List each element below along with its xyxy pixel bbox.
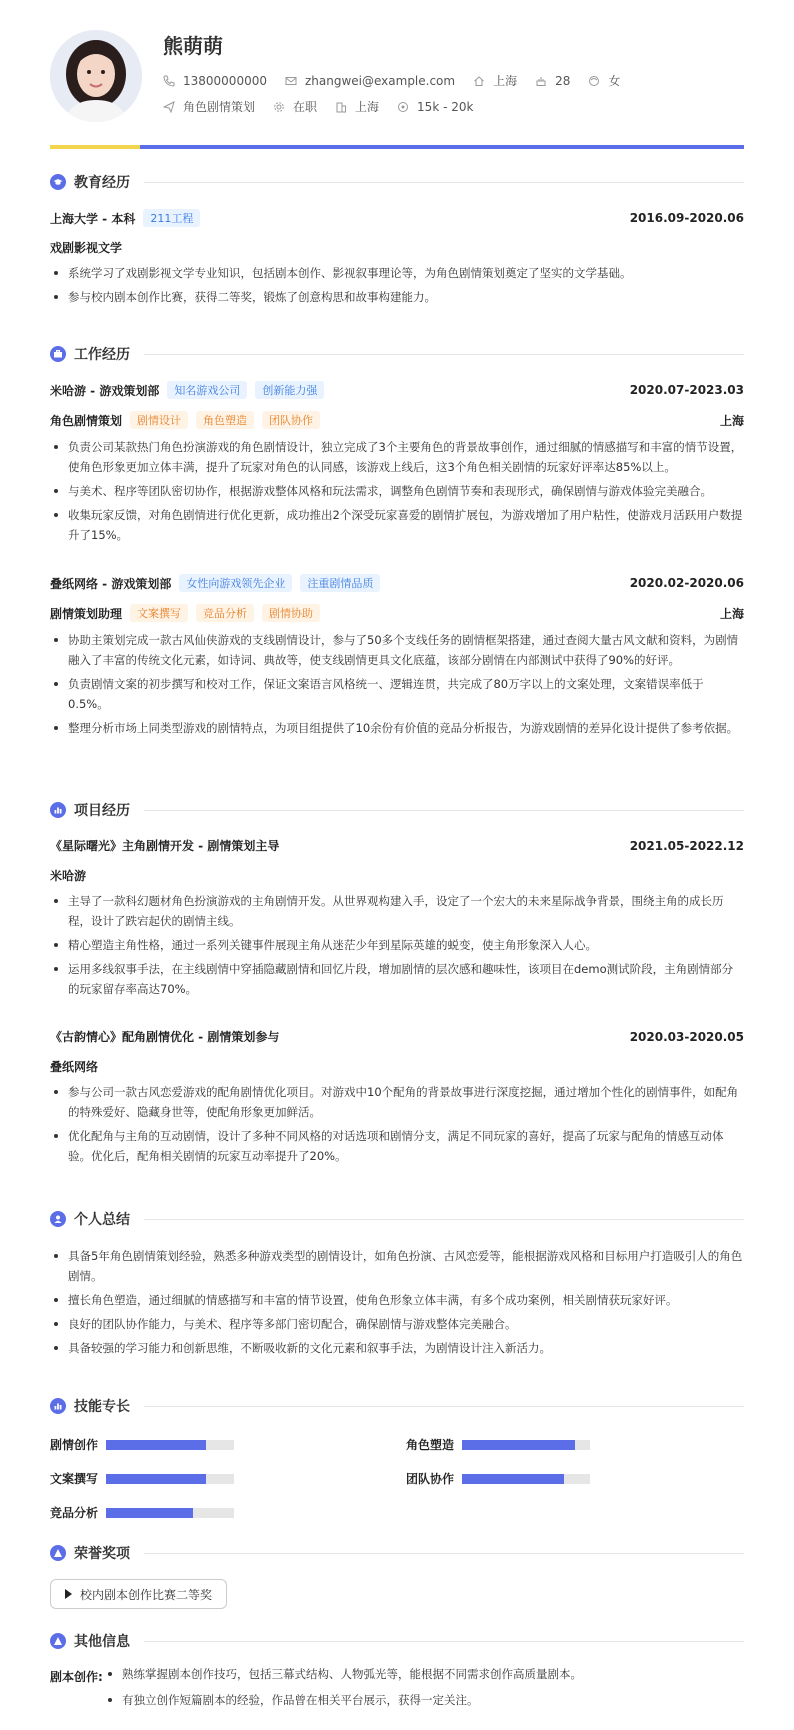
skill-bar-fill (462, 1474, 564, 1484)
company-tag: 女性向游戏领先企业 (179, 574, 292, 592)
company-tag: 知名游戏公司 (167, 381, 247, 399)
award-item[interactable] (50, 1579, 227, 1609)
list-item: 擅长角色塑造，通过细腻的情感描写和丰富的情节设置，使角色形象立体丰满，有多个成功案例，相关剧情获玩家好评。 (50, 1290, 744, 1310)
phone-text: 13800000000 (183, 73, 267, 88)
list-item: 收集玩家反馈，对角色剧情进行优化更新，成功推出2个深受玩家喜爱的剧情扩展包，为游戏增加了用户粘性，使游戏月活跃用户数提升了15%。 (50, 505, 744, 545)
gender-text: 女 (608, 74, 621, 88)
job-city: 上海 (719, 606, 744, 621)
mail-icon (285, 75, 297, 87)
skill-bar (462, 1440, 590, 1450)
company-name: 米哈游 - 游戏策划部 (50, 383, 160, 398)
bar-chart-icon (50, 802, 66, 818)
bar-chart-icon (50, 1398, 66, 1414)
project-org: 米哈游 (50, 869, 87, 883)
company-tag: 创新能力强 (255, 381, 324, 399)
role-tag: 角色塑造 (196, 411, 254, 429)
role-tag: 竞品分析 (196, 604, 254, 622)
section-heading: 教育经历 (74, 175, 130, 191)
award-icon (50, 1633, 66, 1649)
target-city-text: 上海 (355, 100, 380, 114)
skill-name: 文案撰写 (50, 1472, 99, 1486)
education-row (50, 209, 744, 227)
projects-section-title (50, 799, 744, 821)
list-item: 有独立创作短篇剧本的经验，作品曾在相关平台展示，获得一定关注。 (104, 1690, 744, 1710)
target-role-info (163, 98, 255, 115)
skill-name: 竞品分析 (50, 1506, 99, 1520)
list-item: 熟练掌握剧本创作技巧，包括三幕式结构、人物弧光等，能根据不同需求创作高质量剧本。 (104, 1664, 744, 1684)
skill-item (50, 1470, 234, 1487)
job-role-row (50, 411, 744, 429)
award-label: 校内剧本创作比赛二等奖 (80, 1587, 213, 1602)
gender-icon (588, 75, 600, 87)
send-icon (163, 101, 175, 113)
list-item: 整理分析市场上同类型游戏的剧情特点，为项目组提供了10余份有价值的竞品分析报告，为游戏剧情的差异化设计提供了参考依据。 (50, 718, 744, 738)
project-org: 叠纸网络 (50, 1060, 99, 1074)
avatar (50, 30, 142, 122)
skill-bar-fill (106, 1440, 206, 1450)
job-company-row (50, 574, 744, 592)
skill-item (50, 1504, 234, 1521)
skill-name: 剧情创作 (50, 1438, 99, 1452)
gear-icon (273, 101, 285, 113)
skill-name: 角色塑造 (406, 1438, 455, 1452)
job-date: 2020.02-2020.06 (629, 576, 744, 590)
skill-item (406, 1436, 590, 1453)
skill-item (406, 1470, 590, 1487)
home-icon (473, 75, 485, 87)
company-name: 叠纸网络 - 游戏策划部 (50, 576, 172, 591)
list-item: 具备较强的学习能力和创新思维，不断吸收新的文化元素和叙事手法，为剧情设计注入新活力。 (50, 1338, 744, 1358)
coin-icon (397, 101, 409, 113)
list-item: 良好的团队协作能力，与美术、程序等多部门密切配合，确保剧情与游戏整体完美融合。 (50, 1314, 744, 1334)
section-heading: 工作经历 (74, 347, 130, 363)
age-info (535, 74, 570, 88)
project-date: 2020.03-2020.05 (629, 1029, 744, 1044)
summary-section-title (50, 1208, 744, 1230)
cake-icon (535, 75, 547, 87)
section-heading: 荣誉奖项 (74, 1546, 130, 1562)
school-tag: 211工程 (143, 209, 200, 227)
education-bullets (50, 263, 744, 311)
section-heading: 项目经历 (74, 803, 130, 819)
location-info (473, 72, 517, 89)
work-section-title (50, 343, 744, 365)
skill-bar (106, 1440, 234, 1450)
graduation-cap-icon (50, 174, 66, 190)
skill-bar (106, 1474, 234, 1484)
other-bullets (104, 1664, 744, 1716)
job-company-row (50, 381, 744, 399)
candidate-name: 熊萌萌 (163, 34, 223, 58)
header-divider (50, 145, 744, 149)
skill-bar (106, 1508, 234, 1518)
skill-bar-fill (106, 1474, 206, 1484)
gender-info (588, 72, 620, 89)
salary-info (397, 100, 473, 114)
list-item: 优化配角与主角的互动剧情，设计了多种不同风格的对话选项和剧情分支，满足不同玩家的喜好，提高了玩家与配角的情感互动体验。优化后，配角相关剧情的玩家互动率提升了20%。 (50, 1126, 744, 1166)
job-bullets (50, 437, 744, 549)
list-item: 协助主策划完成一款古风仙侠游戏的支线剧情设计，参与了50多个支线任务的剧情框架搭建，通过查阅大量古风文献和资料，为剧情融入了丰富的传统文化元素，如诗词、典故等，使支线剧情更具文化底蕴，该部分剧情在内部测试中获得了90%的好评。 (50, 630, 744, 670)
education-section-title (50, 171, 744, 193)
briefcase-icon (50, 346, 66, 362)
company-tag: 注重剧情品质 (300, 574, 380, 592)
phone-info (163, 74, 267, 88)
email-text: zhangwei@example.com (304, 73, 456, 88)
job-role: 剧情策划助理 (50, 606, 123, 621)
list-item: 运用多线叙事手法，在主线剧情中穿插隐藏剧情和回忆片段，增加剧情的层次感和趣味性，该项目在demo测试阶段，主角剧情部分的玩家留存率高达70%。 (50, 959, 744, 999)
role-tag: 文案撰写 (130, 604, 188, 622)
section-heading: 个人总结 (74, 1212, 130, 1228)
list-item: 参与公司一款古风恋爱游戏的配角剧情优化项目。对游戏中10个配角的背景故事进行深度挖掘，通过增加个性化的剧情事件，如配角的特殊爱好、隐藏身世等，使配角形象更加鲜活。 (50, 1082, 744, 1122)
location-text: 上海 (493, 74, 518, 88)
role-tag: 剧情协助 (262, 604, 320, 622)
salary-text: 15k - 20k (417, 99, 474, 114)
list-item: 精心塑造主角性格，通过一系列关键事件展现主角从迷茫少年到星际英雄的蜕变，使主角形象深入人心。 (50, 935, 744, 955)
summary-bullets (50, 1246, 744, 1362)
list-item: 参与校内剧本创作比赛，获得二等奖，锻炼了创意构思和故事构建能力。 (50, 287, 744, 307)
building-icon (335, 101, 347, 113)
resume-header (50, 30, 744, 130)
project-bullets (50, 891, 744, 1003)
skill-bar-fill (462, 1440, 575, 1450)
project-date: 2021.05-2022.12 (629, 838, 744, 853)
email-info (285, 74, 455, 88)
project-name: 《古韵情心》配角剧情优化 - 剧情策划参与 (50, 1030, 280, 1044)
list-item: 负责公司某款热门角色扮演游戏的角色剧情设计，独立完成了3个主要角色的背景故事创作，通过细腻的情感描写和丰富的情节设置，使角色形象更加立体丰满，提升了玩家对角色的认同感，该游戏上线后，这3个角色相关剧情的玩家好评率达85%以上。 (50, 437, 744, 477)
job-city: 上海 (719, 413, 744, 428)
skill-bar (462, 1474, 590, 1484)
project-row (50, 1028, 744, 1045)
awards-section-title (50, 1542, 744, 1564)
list-item: 主导了一款科幻题材角色扮演游戏的主角剧情开发。从世界观构建入手，设定了一个宏大的未来星际战争背景，围绕主角的成长历程，设计了跌宕起伏的剧情主线。 (50, 891, 744, 931)
other-section-title (50, 1630, 744, 1652)
target-role-text: 角色剧情策划 (183, 100, 256, 114)
contact-row (163, 72, 638, 89)
role-tag: 团队协作 (262, 411, 320, 429)
list-item: 系统学习了戏剧影视文学专业知识，包括剧本创作、影视叙事理论等，为角色剧情策划奠定了坚实的文学基础。 (50, 263, 744, 283)
list-item: 与美术、程序等团队密切协作，根据游戏整体风格和玩法需求，调整角色剧情节奏和表现形式，确保剧情与游戏体验完美融合。 (50, 481, 744, 501)
skill-item (50, 1436, 234, 1453)
job-date: 2020.07-2023.03 (629, 383, 744, 397)
other-label: 剧本创作: (50, 1670, 103, 1684)
age-text: 28 (555, 73, 571, 88)
section-heading: 技能专长 (74, 1399, 130, 1415)
job-intent-row (163, 98, 491, 115)
school-name: 上海大学 - 本科 (50, 211, 136, 226)
project-bullets (50, 1082, 744, 1170)
phone-icon (163, 75, 175, 87)
award-icon (50, 1545, 66, 1561)
target-city-info (335, 98, 379, 115)
status-text: 在职 (293, 100, 318, 114)
education-date: 2016.09-2020.06 (629, 211, 744, 225)
skill-bar-fill (106, 1508, 193, 1518)
skill-name: 团队协作 (406, 1472, 455, 1486)
play-icon (65, 1589, 72, 1599)
list-item: 具备5年角色剧情策划经验，熟悉多种游戏类型的剧情设计，如角色扮演、古风恋爱等，能根据游戏风格和目标用户打造吸引人的角色剧情。 (50, 1246, 744, 1286)
user-icon (50, 1211, 66, 1227)
education-major: 戏剧影视文学 (50, 241, 123, 255)
status-info (273, 98, 317, 115)
job-bullets (50, 630, 744, 742)
job-role-row (50, 604, 744, 622)
project-name: 《星际曙光》主角剧情开发 - 剧情策划主导 (50, 839, 280, 853)
section-heading: 其他信息 (74, 1634, 130, 1650)
role-tag: 剧情设计 (130, 411, 188, 429)
skills-section-title (50, 1395, 744, 1417)
list-item: 负责剧情文案的初步撰写和校对工作，保证文案语言风格统一、逻辑连贯，共完成了80万字以上的文案处理，文案错误率低于0.5%。 (50, 674, 744, 714)
job-role: 角色剧情策划 (50, 413, 123, 428)
project-row (50, 837, 744, 854)
